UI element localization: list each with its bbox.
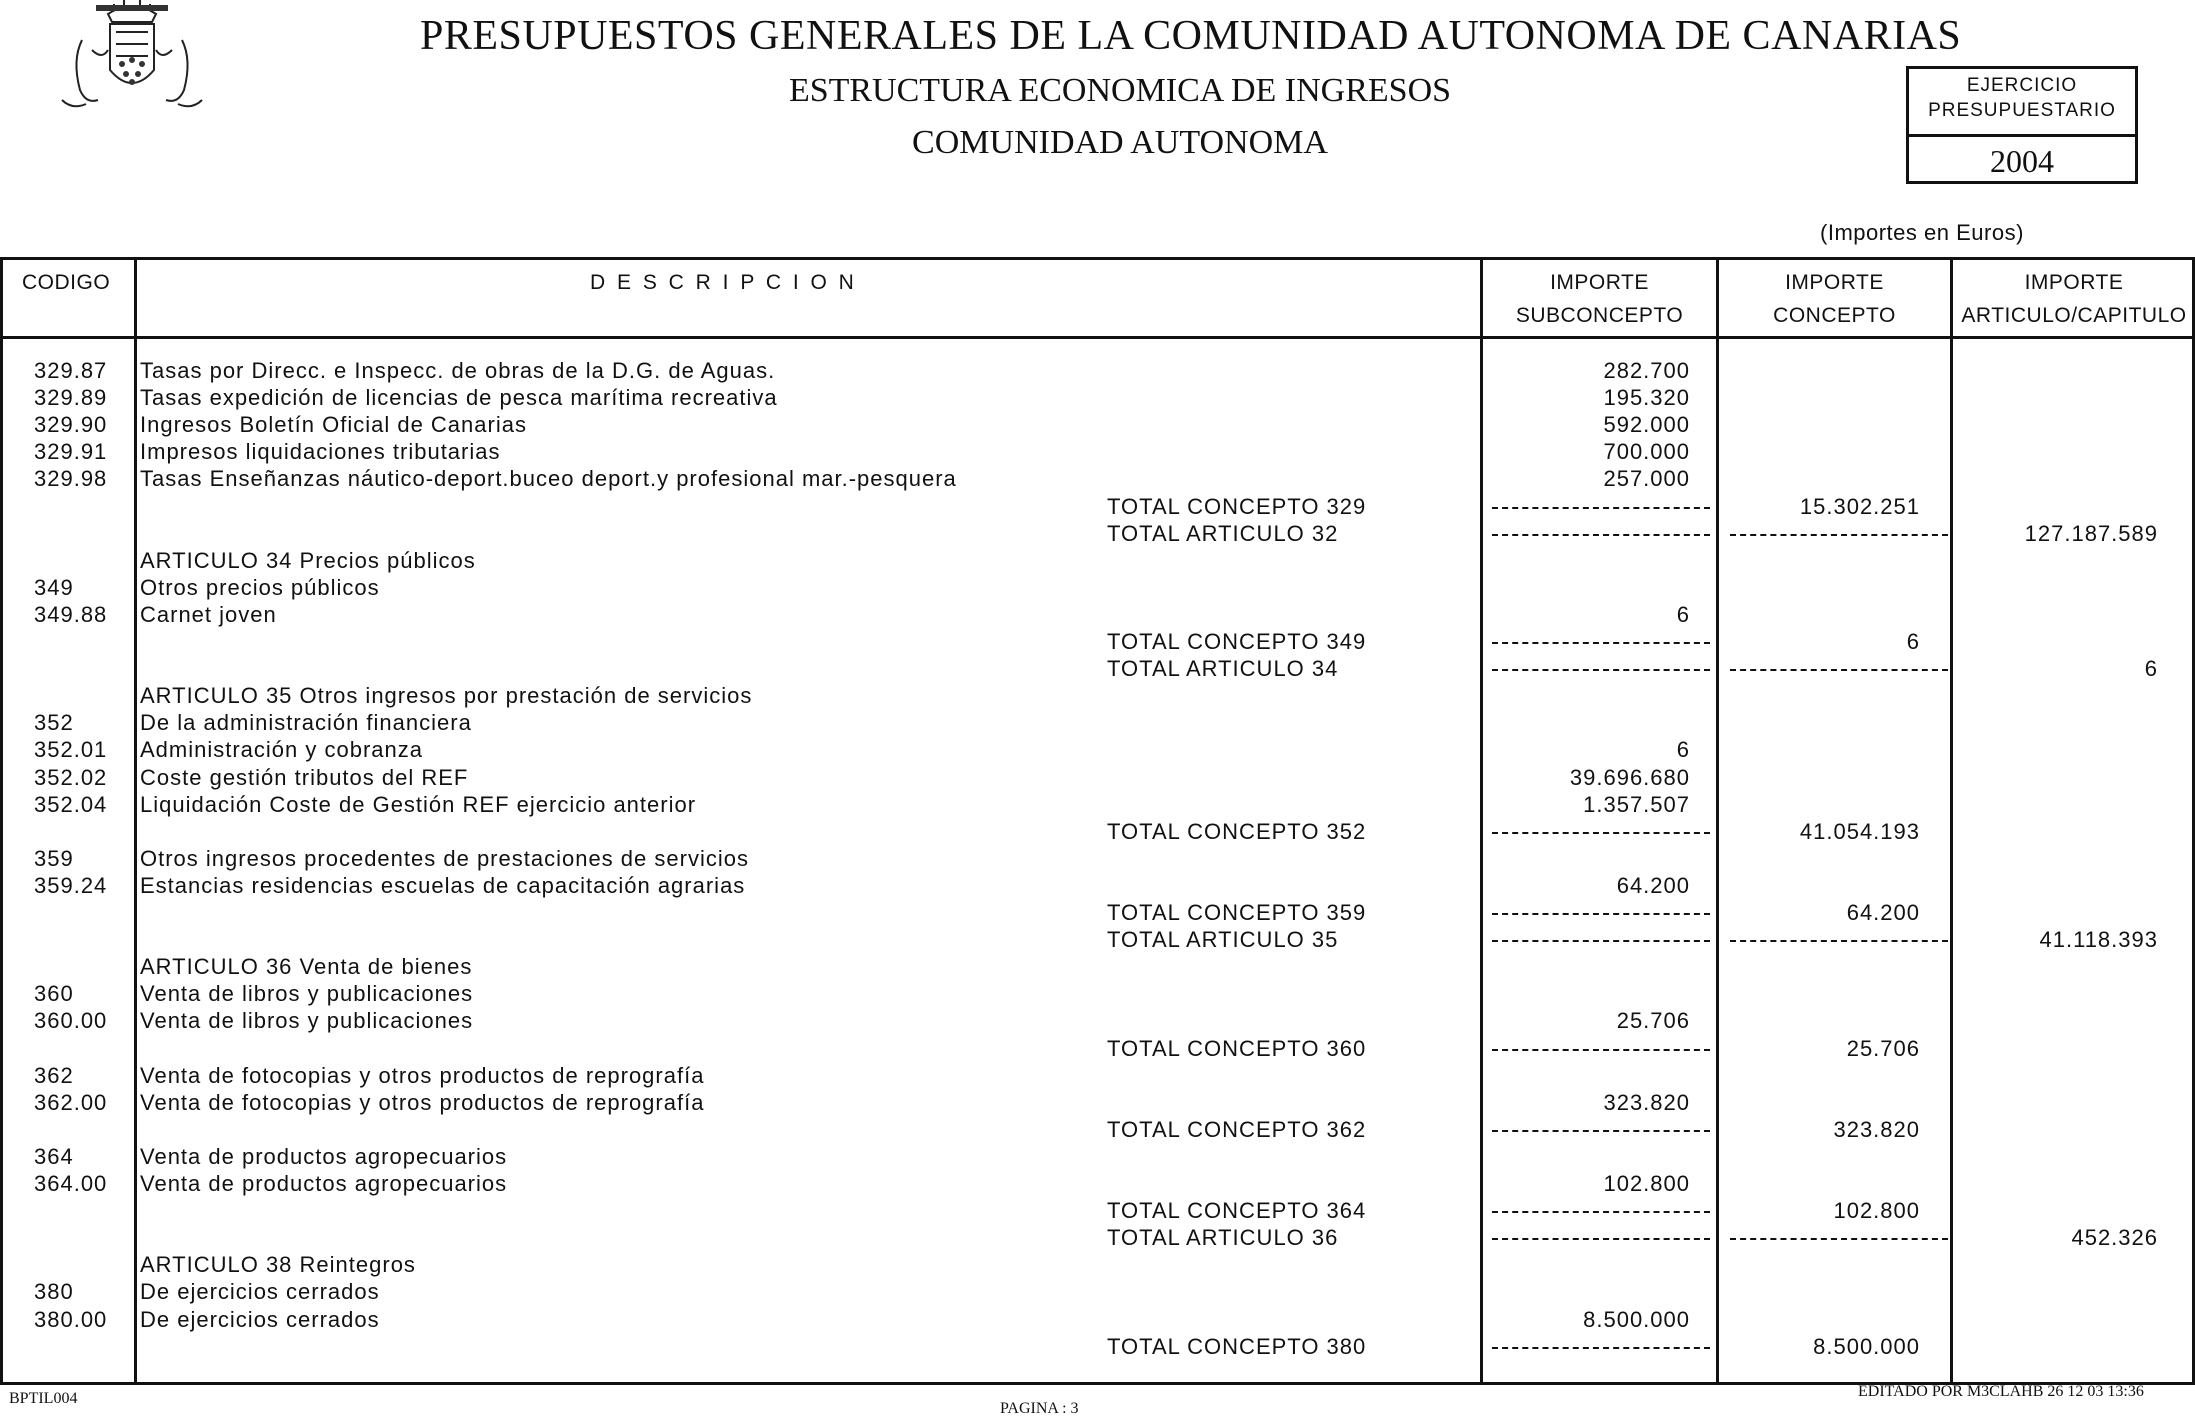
table-row bbox=[0, 1007, 2195, 1034]
row-code: 349 bbox=[34, 574, 74, 600]
row-amount-subconcepto: 64.200 bbox=[1616, 872, 1690, 898]
row-amount-subconcepto: 6 bbox=[1676, 737, 1690, 763]
table-row bbox=[0, 628, 2195, 655]
row-amount-concepto: 8.500.000 bbox=[1813, 1333, 1920, 1359]
canarias-coat-of-arms-icon bbox=[52, 0, 212, 124]
row-total-label: TOTAL CONCEPTO 349 bbox=[1107, 629, 1367, 654]
row-total-label: TOTAL ARTICULO 32 bbox=[1107, 520, 1339, 546]
row-amount-concepto: 64.200 bbox=[1846, 900, 1920, 925]
row-description: ARTICULO 36 Venta de bienes bbox=[140, 954, 473, 980]
dashed-rule bbox=[1730, 669, 1948, 671]
dashed-rule bbox=[1492, 1347, 1710, 1349]
table-row bbox=[0, 384, 2195, 411]
table-row bbox=[0, 953, 2195, 980]
dashed-rule bbox=[1492, 940, 1710, 942]
row-description: Venta de libros y publicaciones bbox=[140, 1008, 474, 1034]
row-amount-concepto: 6 bbox=[1906, 629, 1920, 654]
row-code: 362 bbox=[34, 1062, 74, 1088]
table-row bbox=[0, 1197, 2195, 1224]
col-header-codigo: CODIGO bbox=[22, 271, 111, 294]
row-description: Coste gestión tributos del REF bbox=[140, 764, 469, 790]
row-total-label: TOTAL CONCEPTO 352 bbox=[1107, 818, 1367, 844]
row-amount-articulo: 6 bbox=[2144, 656, 2158, 682]
table-row bbox=[0, 682, 2195, 709]
dashed-rule bbox=[1492, 1211, 1710, 1213]
row-description: ARTICULO 35 Otros ingresos por prestación de servicios bbox=[140, 683, 753, 709]
row-code: 362.00 bbox=[34, 1089, 108, 1115]
table-row bbox=[0, 493, 2195, 520]
row-description: Otros ingresos procedentes de prestaciones de servicios bbox=[140, 845, 749, 871]
row-description: De ejercicios cerrados bbox=[140, 1306, 380, 1332]
row-amount-articulo: 127.187.589 bbox=[2024, 520, 2158, 546]
row-code: 352.04 bbox=[34, 791, 108, 817]
table-row bbox=[0, 1089, 2195, 1116]
row-code: 359.24 bbox=[34, 872, 108, 898]
col-header-subconcepto: IMPORTE SUBCONCEPTO bbox=[1515, 271, 1684, 327]
table-row bbox=[0, 980, 2195, 1007]
row-amount-concepto: 323.820 bbox=[1833, 1116, 1920, 1142]
dashed-rule bbox=[1730, 940, 1948, 942]
table-row bbox=[0, 1143, 2195, 1170]
table-row bbox=[0, 1278, 2195, 1305]
table-row bbox=[0, 438, 2195, 465]
row-amount-concepto: 41.054.193 bbox=[1799, 818, 1920, 844]
row-code: 329.90 bbox=[34, 412, 108, 438]
table-row bbox=[0, 1333, 2195, 1360]
row-code: 380 bbox=[34, 1279, 74, 1305]
row-amount-subconcepto: 700.000 bbox=[1603, 439, 1690, 465]
row-description: Administración y cobranza bbox=[140, 737, 424, 763]
row-total-label: TOTAL CONCEPTO 360 bbox=[1107, 1035, 1367, 1061]
row-description: Venta de productos agropecuarios bbox=[140, 1171, 508, 1196]
table-row bbox=[0, 709, 2195, 736]
dashed-rule bbox=[1492, 1130, 1710, 1132]
row-amount-subconcepto: 195.320 bbox=[1603, 385, 1690, 411]
table-row bbox=[0, 1062, 2195, 1089]
row-description: Carnet joven bbox=[140, 601, 277, 627]
row-amount-articulo: 41.118.393 bbox=[2039, 927, 2158, 953]
row-description: ARTICULO 38 Reintegros bbox=[140, 1252, 416, 1278]
row-description: Venta de fotocopias y otros productos de reprografía bbox=[140, 1062, 705, 1088]
row-amount-articulo: 452.326 bbox=[2071, 1225, 2158, 1251]
row-total-label: TOTAL CONCEPTO 380 bbox=[1107, 1333, 1367, 1359]
table-row bbox=[0, 736, 2195, 763]
row-total-label: TOTAL CONCEPTO 359 bbox=[1107, 900, 1367, 925]
col-header-concepto: IMPORTE CONCEPTO bbox=[1773, 271, 1896, 327]
row-description: Impresos liquidaciones tributarias bbox=[140, 439, 501, 465]
row-code: 349.88 bbox=[34, 601, 108, 627]
row-code: 360.00 bbox=[34, 1008, 108, 1034]
row-amount-subconcepto: 1.357.507 bbox=[1583, 791, 1690, 817]
table-row bbox=[0, 872, 2195, 899]
row-code: 329.89 bbox=[34, 385, 108, 411]
edited-by: EDITADO POR M3CLAHB 26 12 03 13:36 bbox=[1858, 1383, 2144, 1400]
table-row bbox=[0, 791, 2195, 818]
row-amount-subconcepto: 323.820 bbox=[1603, 1089, 1690, 1115]
dashed-rule bbox=[1492, 1238, 1710, 1240]
row-code: 364 bbox=[34, 1143, 74, 1169]
row-total-label: TOTAL CONCEPTO 329 bbox=[1107, 493, 1367, 519]
row-description: Tasas Enseñanzas náutico-deport.buceo deport.y profesional mar.-pesquera bbox=[140, 466, 957, 492]
table-row bbox=[0, 1170, 2195, 1197]
row-description: Venta de fotocopias y otros productos de reprografía bbox=[140, 1089, 705, 1115]
row-total-label: TOTAL CONCEPTO 362 bbox=[1107, 1116, 1367, 1142]
page-subtitle: ESTRUCTURA ECONOMICA DE INGRESOS bbox=[788, 72, 1452, 109]
row-amount-subconcepto: 257.000 bbox=[1603, 466, 1690, 492]
row-amount-subconcepto: 25.706 bbox=[1616, 1008, 1690, 1034]
row-amount-subconcepto: 102.800 bbox=[1603, 1171, 1690, 1196]
row-description: Tasas expedición de licencias de pesca marítima recreativa bbox=[140, 385, 778, 411]
row-amount-concepto: 102.800 bbox=[1833, 1198, 1920, 1224]
dashed-rule bbox=[1730, 534, 1948, 536]
row-description: Venta de libros y publicaciones bbox=[140, 981, 474, 1007]
table-row bbox=[0, 465, 2195, 492]
row-total-label: TOTAL ARTICULO 35 bbox=[1107, 927, 1339, 953]
dashed-rule bbox=[1492, 1049, 1710, 1051]
table-row bbox=[0, 411, 2195, 438]
table-row bbox=[0, 1035, 2195, 1062]
dashed-rule bbox=[1492, 832, 1710, 834]
row-code: 352 bbox=[34, 710, 74, 736]
dashed-rule bbox=[1492, 507, 1710, 509]
fiscal-year-divider bbox=[1909, 134, 2135, 137]
row-amount-subconcepto: 282.700 bbox=[1603, 358, 1690, 383]
row-amount-subconcepto: 39.696.680 bbox=[1569, 764, 1690, 790]
row-code: 329.87 bbox=[34, 358, 108, 383]
row-description: Liquidación Coste de Gestión REF ejercicio anterior bbox=[140, 791, 697, 817]
row-description: Tasas por Direcc. e Inspecc. de obras de la D.G. de Aguas. bbox=[140, 358, 776, 383]
table-row bbox=[0, 1306, 2195, 1333]
row-code: 380.00 bbox=[34, 1306, 108, 1332]
dashed-rule bbox=[1492, 913, 1710, 915]
table-row bbox=[0, 818, 2195, 845]
row-code: 329.98 bbox=[34, 466, 108, 492]
row-total-label: TOTAL ARTICULO 36 bbox=[1107, 1225, 1339, 1251]
row-description: Estancias residencias escuelas de capacitación agrarias bbox=[140, 872, 746, 898]
table-row bbox=[0, 764, 2195, 791]
row-code: 364.00 bbox=[34, 1171, 108, 1196]
table-row bbox=[0, 899, 2195, 926]
table-row bbox=[0, 1251, 2195, 1278]
page-subtitle-entity: COMUNIDAD AUTONOMA bbox=[912, 124, 1328, 161]
row-code: 352.02 bbox=[34, 764, 108, 790]
table-row bbox=[0, 845, 2195, 872]
dashed-rule bbox=[1492, 534, 1710, 536]
units-note: (Importes en Euros) bbox=[1820, 220, 2024, 245]
row-description: Otros precios públicos bbox=[140, 574, 380, 600]
row-description: De ejercicios cerrados bbox=[140, 1279, 380, 1305]
row-total-label: TOTAL CONCEPTO 364 bbox=[1107, 1198, 1367, 1224]
row-description: Ingresos Boletín Oficial de Canarias bbox=[140, 412, 527, 438]
row-amount-subconcepto: 8.500.000 bbox=[1583, 1306, 1690, 1332]
row-total-label: TOTAL ARTICULO 34 bbox=[1107, 656, 1339, 682]
row-amount-subconcepto: 592.000 bbox=[1603, 412, 1690, 438]
table-row bbox=[0, 574, 2195, 601]
row-amount-subconcepto: 6 bbox=[1676, 601, 1690, 627]
row-description: Venta de productos agropecuarios bbox=[140, 1143, 508, 1169]
row-amount-concepto: 25.706 bbox=[1846, 1035, 1920, 1061]
row-code: 359 bbox=[34, 845, 74, 871]
row-code: 352.01 bbox=[34, 737, 108, 763]
table-row bbox=[0, 655, 2195, 682]
row-description: De la administración financiera bbox=[140, 710, 472, 736]
col-header-articulo: IMPORTE ARTICULO/CAPITULO bbox=[1961, 271, 2187, 327]
table-row bbox=[0, 1224, 2195, 1251]
fiscal-year-label: EJERCICIO PRESUPUESTARIO bbox=[1928, 75, 2116, 121]
row-amount-concepto: 15.302.251 bbox=[1799, 493, 1920, 519]
table-row bbox=[0, 1116, 2195, 1143]
col-header-descripcion: D E S C R I P C I O N bbox=[590, 271, 857, 294]
table-row bbox=[0, 926, 2195, 953]
table-row bbox=[0, 357, 2195, 384]
row-description: ARTICULO 34 Precios públicos bbox=[140, 547, 476, 573]
row-code: 360 bbox=[34, 981, 74, 1007]
table-row bbox=[0, 520, 2195, 547]
fiscal-year-box bbox=[1906, 66, 2138, 184]
fiscal-year-value: 2004 bbox=[1990, 143, 2054, 179]
dashed-rule bbox=[1492, 642, 1710, 644]
table-row bbox=[0, 547, 2195, 574]
dashed-rule bbox=[1492, 669, 1710, 671]
table-row bbox=[0, 601, 2195, 628]
dashed-rule bbox=[1730, 1238, 1948, 1240]
row-code: 329.91 bbox=[34, 439, 108, 465]
page-title: PRESUPUESTOS GENERALES DE LA COMUNIDAD AUTONOMA DE CANARIAS bbox=[420, 13, 1962, 59]
page-number: PAGINA : 3 bbox=[1000, 1400, 1079, 1417]
report-code: BPTIL004 bbox=[9, 1390, 78, 1407]
header-divider bbox=[0, 336, 2195, 339]
